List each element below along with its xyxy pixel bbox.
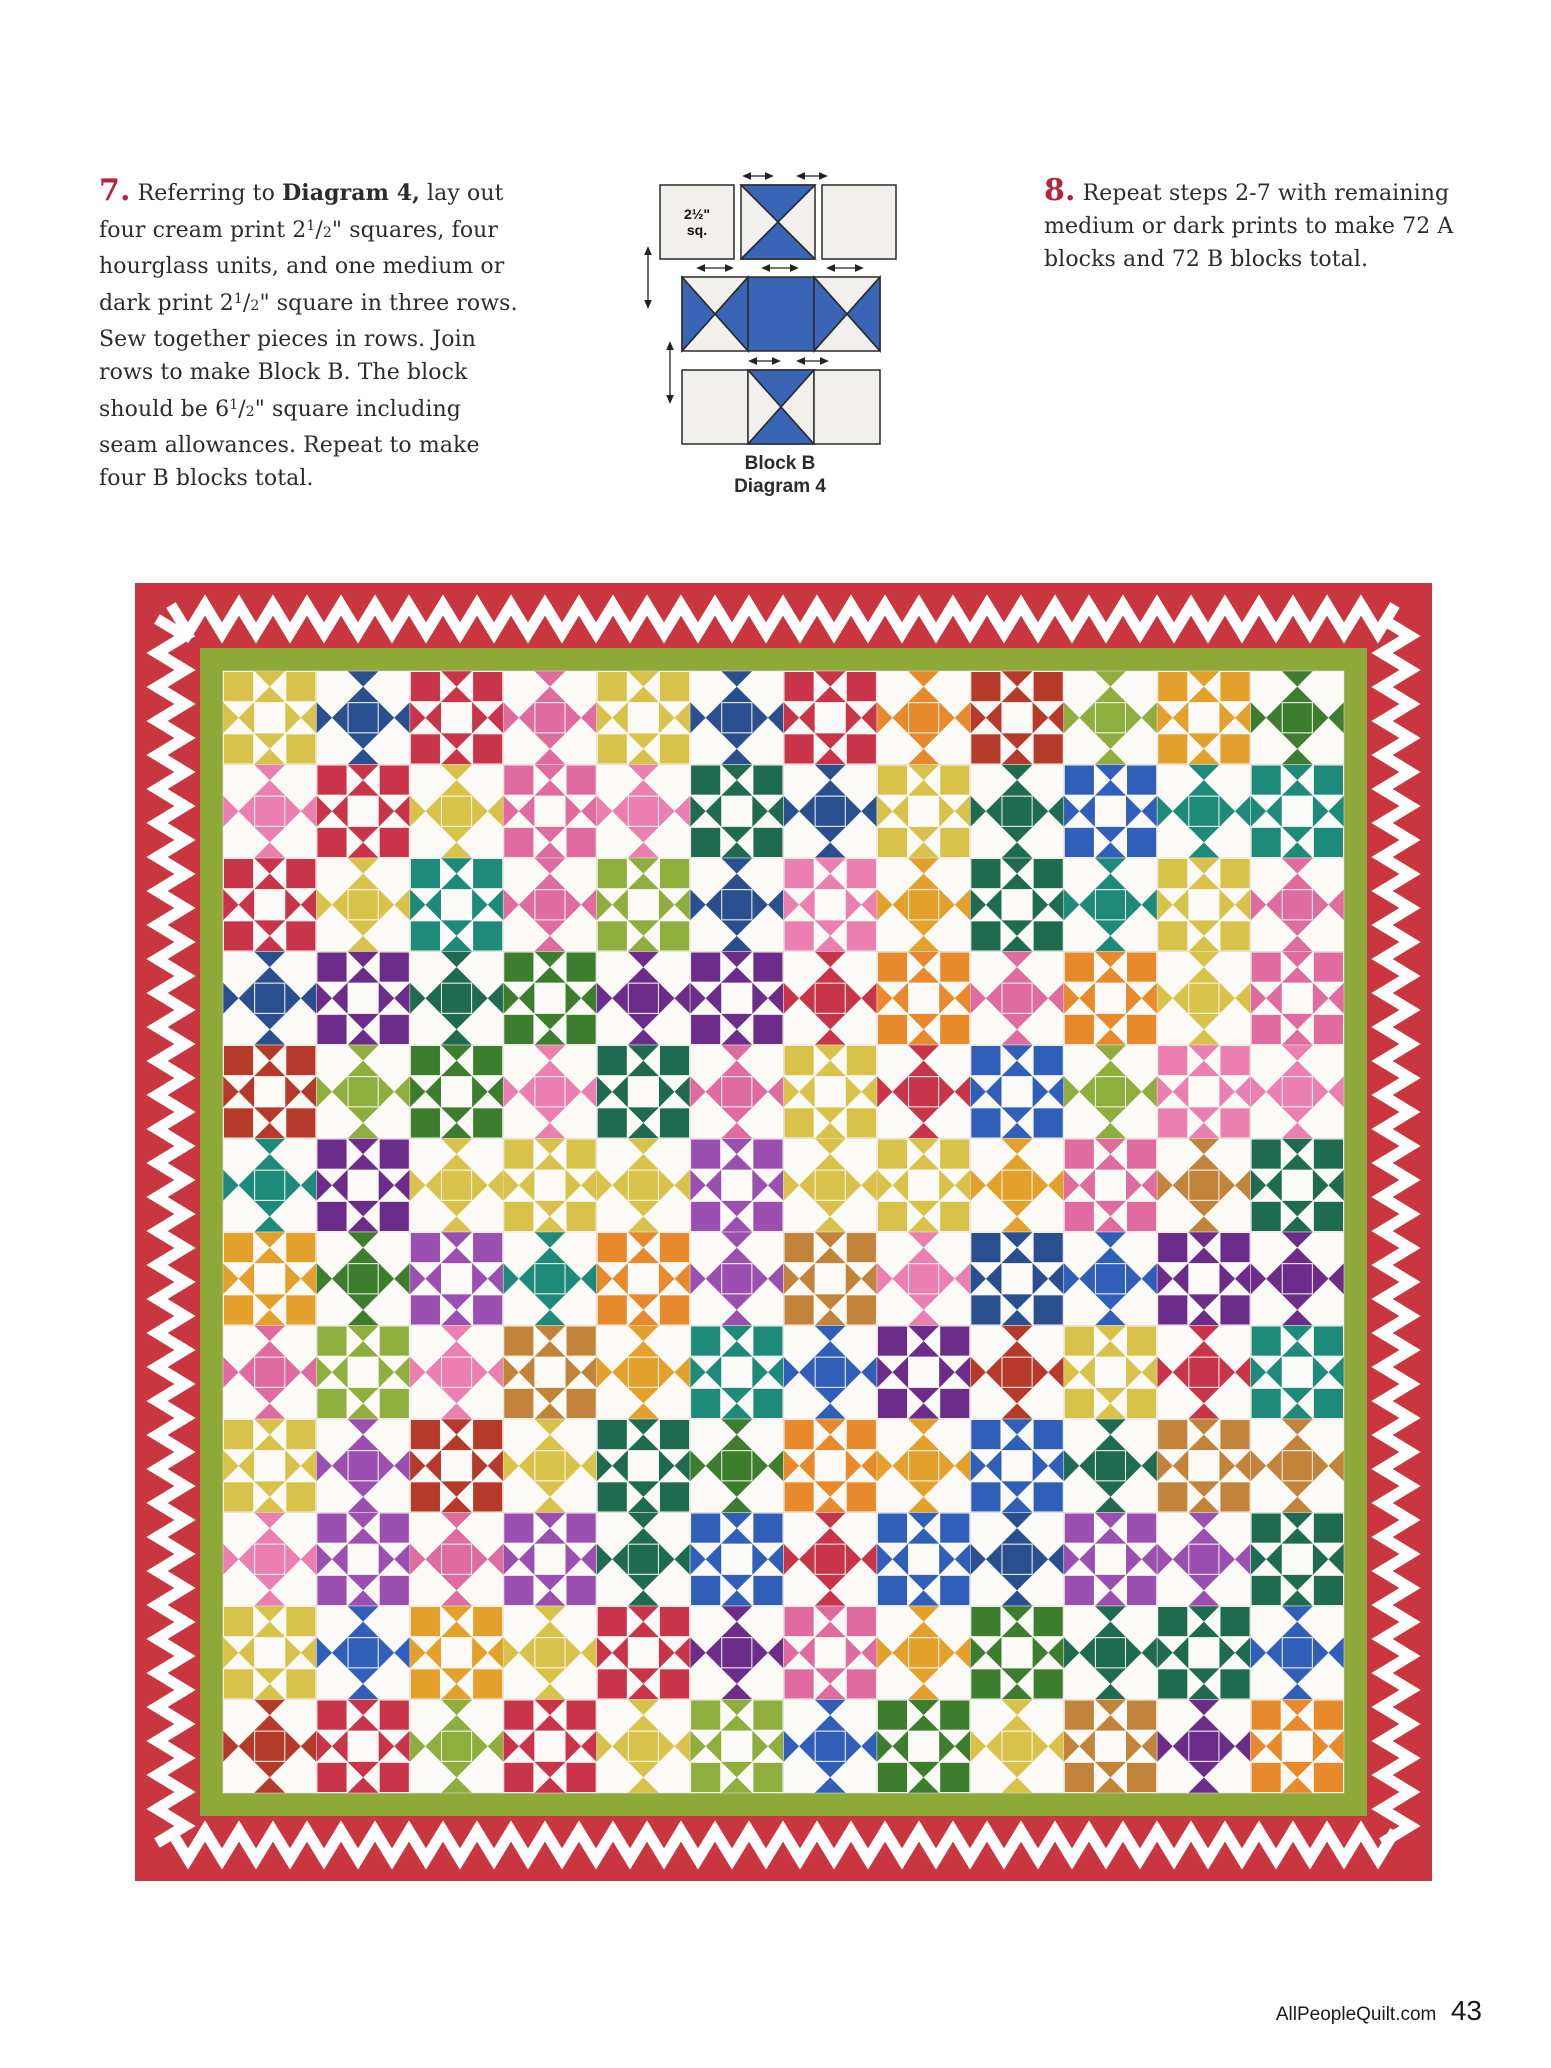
diagram-row-3	[682, 370, 880, 444]
quilt-photo	[135, 583, 1432, 1881]
page-footer	[1276, 1995, 1482, 2027]
step-7-text-b: " squares, four hourglass units, and one medium or dark print 2	[99, 218, 505, 316]
diagram-caption-title: Diagram 4	[734, 476, 826, 497]
step-7-intro: Referring to	[137, 181, 283, 206]
page-number: 43	[1450, 1995, 1482, 2026]
step-8-number: 8.	[1044, 173, 1076, 208]
footer-website: AllPeopleQuilt.com	[1275, 2004, 1437, 2025]
fraction-denominator: 2	[322, 225, 332, 241]
diagram-caption	[685, 452, 875, 498]
step-7-paragraph: 7. Referring to Diagram 4, lay out four cream print $2^1/2$" squares, four hourglass units, and one medium or dark print $2^1/2$" square in three rows. Sew together pieces in rows. Join rows to make Block B. The block should be $6^1/2$" square including seam allowances. Repeat to make four B blocks total.	[99, 173, 518, 491]
hourglass-unit	[741, 185, 815, 259]
diagram-row-2	[682, 277, 880, 351]
fraction-numerator: 1	[233, 291, 243, 307]
cream-square	[822, 185, 896, 259]
step-7-text-a: lay out four cream print 2	[99, 181, 504, 243]
fraction-numerator: 1	[229, 397, 239, 413]
hourglass-unit	[814, 277, 880, 351]
step-7-number: 7.	[99, 173, 131, 208]
cream-square	[682, 370, 748, 444]
hourglass-unit	[682, 277, 748, 351]
square-size-label: 2½"	[683, 206, 711, 222]
hourglass-unit	[748, 370, 814, 444]
step-8-paragraph	[1044, 174, 1464, 276]
diagram-caption-block: Block B	[744, 453, 816, 474]
cream-square	[814, 370, 880, 444]
step-7-text-c: " square in three rows. Sew together pieces in rows. Join rows to make Block B. The block should be 6	[99, 291, 518, 422]
fraction-denominator: 2	[250, 298, 260, 314]
fraction-numerator: 1	[306, 218, 316, 234]
step-7-text-d: " square including seam allowances. Repeat to make four B blocks total.	[99, 397, 480, 491]
fraction-denominator: 2	[245, 404, 255, 420]
center-dark-square	[748, 277, 814, 351]
diagram-4-reference: Diagram 4,	[282, 180, 420, 206]
step-8-text: Repeat steps 2-7 with remaining medium or dark prints to make 72 A blocks and 72 B blocks total.	[1044, 181, 1454, 272]
square-size-unit: sq.	[686, 222, 708, 238]
